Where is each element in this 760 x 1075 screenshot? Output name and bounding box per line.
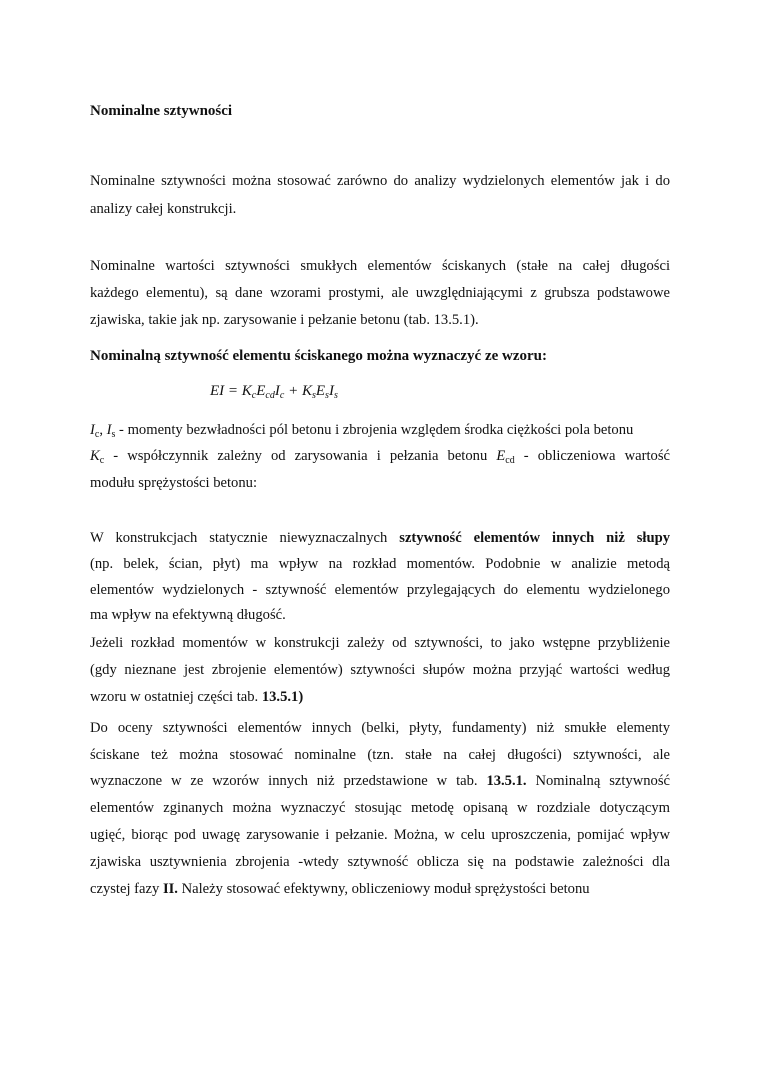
bold-run: II. (162, 881, 178, 897)
formula-part: EI = K (210, 383, 252, 399)
symbol: I (106, 422, 112, 438)
formula-part: + K (284, 383, 312, 399)
text-line: zjawiska usztywnienia zbrojenia -wtedy sztywność oblicza się na podstawie zależności dla (90, 854, 670, 870)
text-line (90, 879, 670, 899)
text-run: W konstrukcjach statycznie niewyznaczalnych (90, 530, 400, 546)
definition-line (90, 420, 670, 440)
text-run: Nominalną sztywność (526, 773, 670, 789)
definition-line: modułu sprężystości betonu: (90, 475, 257, 491)
bold-run: sztywność elementów innych niż słupy (399, 530, 670, 546)
formula-sub: s (325, 390, 329, 401)
text-run: Należy stosować efektywny, obliczeniowy moduł sprężystości betonu (177, 881, 590, 897)
symbol-sub: cd (505, 455, 515, 466)
text-line: ściskane też można stosować nominalne (tzn. stałe na całej długości) sztywności, ale (90, 747, 670, 763)
formula-sub: s (311, 390, 316, 401)
text-line: ma wpływ na efektywną długość. (90, 607, 286, 623)
text-line: ugięć, biorąc pod uwagę zarysowanie i pełzanie. Można, w celu uproszczenia, pomijać wpływ (90, 827, 670, 843)
text-line: (np. belek, ścian, płyt) ma wpływ na rozkład momentów. Podobnie w analizie metodą (90, 556, 670, 572)
text-line: elementów zginanych można wyznaczyć stosując metodę opisaną w rozdziale dotyczącym (90, 800, 670, 816)
text-line: każdego elementu), są dane wzorami prostymi, ale uwzględniającymi z grubsza podstawowe (90, 285, 670, 301)
formula-part: E (315, 383, 326, 399)
section-subheading: Nominalną sztywność elementu ściskanego można wyznaczyć ze wzoru: (90, 348, 548, 364)
text-line (90, 528, 670, 548)
formula-sub: c (251, 390, 257, 401)
text-line (90, 687, 670, 707)
formula-part: E (256, 383, 266, 399)
text-line: zjawiska, takie jak np. zarysowanie i pełzanie betonu (tab. 13.5.1). (90, 312, 479, 328)
text-line: Do oceny sztywności elementów innych (belki, płyty, fundamenty) niż smukłe elementy (90, 720, 670, 736)
formula-part: I (274, 383, 280, 399)
symbol-sub: c (94, 429, 100, 440)
bold-run: 13.5.1) (261, 689, 304, 705)
symbol: E (496, 448, 506, 464)
definition-line (90, 446, 670, 466)
symbol-sub: c (99, 455, 105, 466)
text-run: czystej fazy (90, 881, 163, 897)
formula-part: I (328, 383, 334, 399)
text-line: elementów wydzielonych - sztywność elementów przylegających do elementu wydzielonego (90, 582, 670, 598)
bold-run: 13.5.1. (486, 773, 527, 789)
symbol: I (90, 422, 95, 438)
text-line: analizy całej konstrukcji. (90, 201, 237, 217)
text-run: wyznaczone w ze wzorów innych niż przedstawione w tab. (90, 773, 487, 789)
formula-sub: c (279, 390, 285, 401)
definition-text: - współczynnik zależny od zarysowania i pełzania betonu (104, 448, 497, 464)
formula-sub: s (333, 390, 338, 401)
text-line: Jeżeli rozkład momentów w konstrukcji zależy od sztywności, to jako wstępne przybliżenie (90, 635, 670, 651)
definition-text: - momenty bezwładności pól betonu i zbrojenia względem środka ciężkości pola betonu (115, 422, 634, 438)
separator: , (99, 422, 107, 438)
text-line: (gdy nieznane jest zbrojenie elementów) sztywności słupów można przyjąć wartości według (90, 662, 670, 678)
formula-sub: cd (265, 390, 275, 401)
page-title: Nominalne sztywności (90, 103, 233, 119)
stiffness-formula (210, 383, 338, 400)
text-run: wzoru w ostatniej części tab. (90, 689, 262, 705)
text-line (90, 771, 670, 791)
text-line: Nominalne sztywności można stosować zarówno do analizy wydzielonych elementów jak i do (90, 173, 670, 189)
text-line: Nominalne wartości sztywności smukłych elementów ściskanych (stałe na całej długości (90, 258, 670, 274)
definition-text: - obliczeniowa wartość (514, 448, 670, 464)
symbol-sub: s (111, 429, 116, 440)
symbol: K (90, 448, 100, 464)
